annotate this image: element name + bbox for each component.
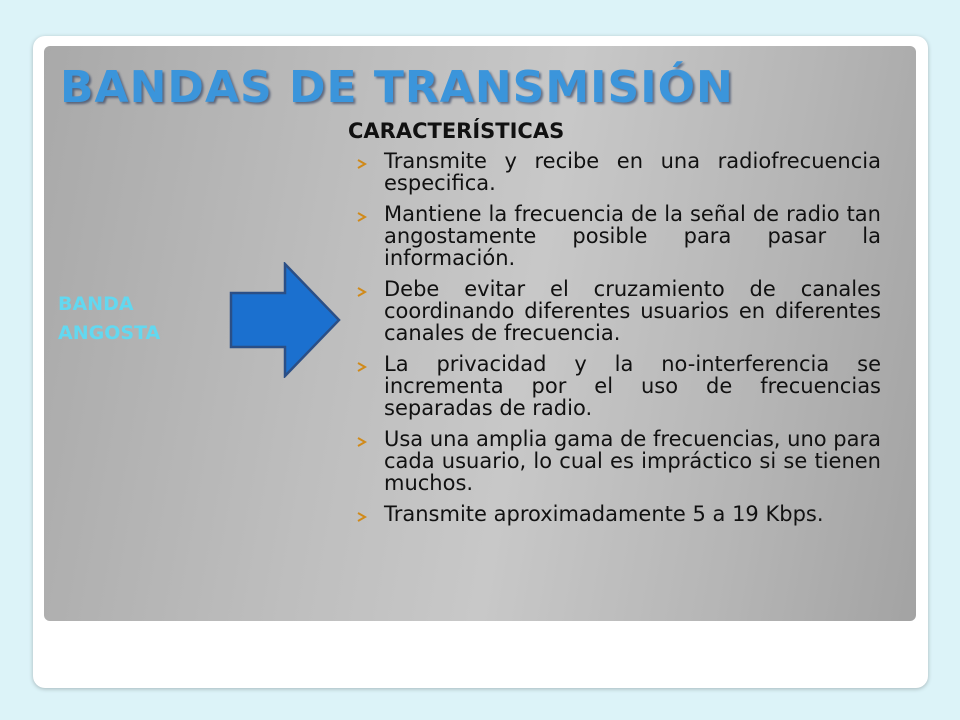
chevron-right-icon	[356, 362, 368, 372]
chevron-right-icon	[356, 287, 368, 297]
list-item-text: Debe evitar el cruzamiento de canales coordinando diferentes usuarios en diferentes canales de frecuencia.	[384, 277, 881, 345]
list-item-text: Transmite aproximadamente 5 a 19 Kbps.	[384, 502, 824, 526]
chevron-right-icon	[356, 437, 368, 447]
slide-title: BANDAS DE TRANSMISIÓN	[60, 62, 734, 113]
list-item	[350, 428, 881, 494]
list-item	[350, 203, 881, 269]
chevron-right-icon	[356, 212, 368, 222]
characteristics-list	[350, 150, 881, 534]
list-item-text: La privacidad y la no-interferencia se incrementa por el uso de frecuencias separadas de radio.	[384, 352, 881, 420]
list-item	[350, 503, 881, 525]
list-item	[350, 353, 881, 419]
list-item	[350, 150, 881, 194]
list-item-text: Usa una amplia gama de frecuencias, uno para cada usuario, lo cual es impráctico si se tienen muchos.	[384, 427, 881, 495]
list-item-text: Transmite y recibe en una radiofrecuencia especifica.	[384, 149, 881, 195]
list-item	[350, 278, 881, 344]
characteristics-heading: CARACTERÍSTICAS	[348, 119, 565, 143]
section-label: BANDA ANGOSTA	[58, 293, 161, 344]
list-item-text: Mantiene la frecuencia de la señal de radio tan angostamente posible para pasar la información.	[384, 202, 881, 270]
chevron-right-icon	[356, 159, 368, 169]
chevron-right-icon	[356, 512, 368, 522]
right-arrow-icon	[226, 262, 342, 378]
